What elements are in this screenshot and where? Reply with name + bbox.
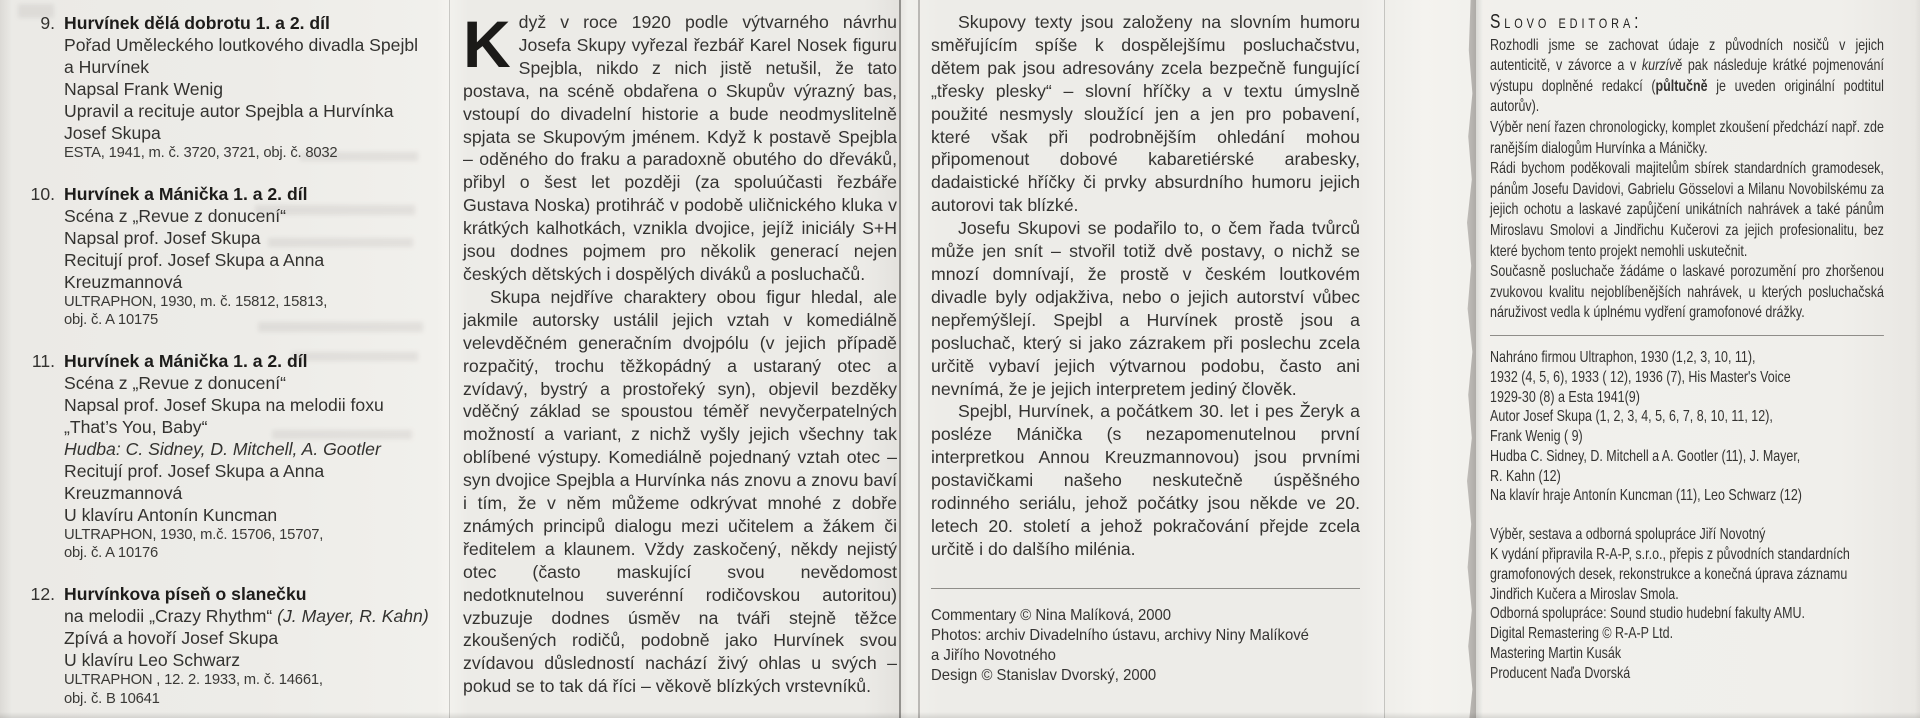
track-item	[28, 12, 442, 163]
track-title: Hurvínek a Mánička 1. a 2. díl	[64, 183, 308, 204]
text-segment: pak následuje krátké pojmenování výstupu doplněné redakcí (	[1490, 57, 1884, 95]
credit-line: Photos: archiv Divadelního ústavu, archivy Niny Malíkové	[931, 627, 1309, 644]
recording-info-line: Autor Josef Skupa (1, 2, 3, 4, 5, 6, 7, 8, 10, 11, 12),	[1490, 408, 1773, 426]
text-segment: na melodii „Crazy Rhythm“	[64, 605, 278, 626]
credits-block	[931, 588, 1360, 686]
fold-crease-3	[918, 0, 920, 718]
track-body	[64, 12, 418, 163]
credit-line: Commentary © Nina Malíková, 2000	[931, 607, 1172, 624]
track-line: U klavíru Antonín Kuncman	[64, 504, 278, 525]
text-segment: kurzívě	[1641, 57, 1683, 75]
recording-info-line: Hudba C. Sidney, D. Mitchell a A. Gootler (11), J. Mayer,	[1490, 447, 1801, 465]
editor-heading: Slovo editora:	[1490, 11, 1643, 33]
track-line: Scéna z „Revue z donucení“	[64, 205, 287, 226]
texts-paragraph	[931, 11, 1360, 217]
production-info-line: Jindřich Kučera a Miroslav Smola.	[1490, 585, 1679, 603]
editor-paragraphs	[1490, 36, 1884, 324]
editor-paragraph	[1490, 159, 1884, 262]
track-title: Hurvínek a Mánička 1. a 2. díl	[64, 350, 308, 371]
track-detail: ESTA, 1941, m. č. 3720, 3721, obj. č. 8032	[64, 145, 338, 161]
track-line: Kreuzmannová	[64, 482, 183, 503]
editor-column	[1490, 12, 1884, 684]
track-detail: obj. č. A 10176	[64, 545, 159, 562]
track-title: Hurvínek dělá dobrotu 1. a 2. díl	[64, 13, 330, 33]
track-line: Napsal prof. Josef Skupa	[64, 227, 261, 248]
texts-paragraph	[931, 217, 1360, 400]
track-title: Hurvínkova píseň o slanečku	[64, 583, 307, 604]
track-line: Upravil a recituje autor Spejbla a Hurvínka	[64, 101, 394, 121]
track-detail: ULTRAPHON , 12. 2. 1933, m. č. 14661,	[64, 671, 323, 688]
track-line: Scéna z „Revue z donucení“	[64, 372, 287, 393]
track-line: Recitují prof. Josef Skupa a Anna	[64, 249, 325, 270]
texts-column	[931, 11, 1360, 561]
production-info-line: Výběr, sestava a odborná spolupráce Jiří Novotný	[1490, 526, 1766, 544]
track-number: 10.	[30, 183, 55, 204]
divider-rule	[1490, 335, 1884, 336]
text-segment: Hudba: C. Sidney, D. Mitchell, A. Gootler	[64, 438, 381, 459]
production-info-line: Mastering Martin Kusák	[1490, 645, 1622, 663]
track-body	[64, 183, 327, 330]
credit-line: Design © Stanislav Dvorský, 2000	[931, 667, 1157, 684]
fold-crease-4	[1384, 0, 1385, 718]
track-detail: obj. č. B 10641	[64, 690, 160, 707]
track-number: 11.	[31, 350, 55, 371]
editor-paragraph	[1490, 262, 1884, 324]
credit-line: a Jiřího Novotného	[931, 647, 1056, 664]
track-item	[28, 350, 442, 563]
essay-paragraph	[463, 286, 897, 698]
track-body	[64, 350, 384, 563]
track-line: Napsal prof. Josef Skupa na melodii foxu	[64, 394, 384, 415]
track-number: 9.	[40, 13, 55, 33]
text-segment: Současně posluchače žádáme o laskavé porozumění pro zhoršenou zvukovou kvalitu nejoblíbenějších nahrávek, u kterých posluchačská náruživost vedla k úplnému vydření gramofonové drážky.	[1490, 263, 1884, 322]
track-detail: obj. č. A 10175	[64, 312, 159, 329]
fold-crease-2	[899, 0, 901, 718]
track-line: Recitují prof. Josef Skupa a Anna	[64, 460, 325, 481]
text-segment: Výběr není řazen chronologicky, komplet zkoušení předchází např. zde ranějším dialogům Hurvínka a Máničky.	[1490, 118, 1884, 157]
track-line: U klavíru Leo Schwarz	[64, 649, 241, 670]
texts-paragraph	[931, 400, 1360, 560]
text-segment: půltučně	[1655, 77, 1708, 95]
credits-lines	[931, 606, 1360, 686]
text-segment: Josefu Skupovi se podařilo to, o čem řada tvůrců může jen snít – stvořil totiž dvě postavy, o nichž se mnozí domnívají, že prostě v českém loutkovém divadle byly odjakživa, nebo o jejich autorství vůbec nepřemýšlejí. Spejbl a Hurvínek prostě jsou a posluchač, který si jako zázrakem při poslechu zcela určitě vybaví jejich výtvarnou podobu, často ani nevnímá, že je jejich interpretem jediný člověk.	[931, 218, 1360, 399]
page-edge-shadow	[1476, 0, 1483, 718]
essay-text	[463, 7, 897, 698]
text-segment: Rádi bychom poděkovali majitelům sbírek standardních gramodesek, pánům Josefu Davidovi, Gabrielu Gösselovi a Milanu Novobilskému za jejich ochotu a laskavé zapůjčení unikátních nahrávek a také pánům Miroslavu Smolovi a Jindřichu Kučerovi za jejich profesionalitu, bez které bychom tento projekt nemohli uskutečnit.	[1490, 160, 1884, 260]
production-info-line: Odborná spolupráce: Sound studio hudební fakulty AMU.	[1490, 605, 1805, 623]
recording-info-line: Frank Wenig ( 9)	[1490, 428, 1583, 446]
track-line: Zpívá a hovoří Josef Skupa	[64, 627, 279, 648]
text-segment: Skupa nejdříve charaktery obou figur hledal, ale jakmile autorsky ustálil jejich vztah v komediálně velevděčném generačním dvojpólu (v jejich případě rozpačitý, trochu těžkopádný a ustaraný otec a zvídavý, bystrý a prostořeký syn), objevil bezděky vděčný základ se spoustou téměř nevyčerpatelných možností a variant, z nichž vyšly jejich všechny tak oblíbené výstupy. Komediálně pojednaný vztah otec – syn dvojice Spejbla a Hurvínka nás znovu a znovu baví i tím, že v něm můžeme odkrývat mnohé z dobře známých principů dialogu mezi učitelem a žákem či ředitelem a klaunem. Vždy zaskočený, někdy nejistý otec (často maskující svou nevědomost nedotknutelnou suverénní rodičovskou autoritou) vzbuzuje dodnes úsměv na tváři stejně těžce zkoušených rodičů, podobně jako Hurvínek svou zvídavou důsledností nachází živý ohlas u svých – pokud se to tak dá říci – věkově blízkých vrstevníků.	[463, 286, 897, 697]
recording-info-line: Na klavír hraje Antonín Kuncman (11), Leo Schwarz (12)	[1490, 487, 1802, 505]
production-info-line: K vydání připravila R-A-P, s.r.o., přepis z původních standardních	[1490, 546, 1850, 564]
track-item	[28, 183, 442, 330]
divider-rule	[931, 588, 1360, 589]
track-line: Josef Skupa	[64, 123, 161, 143]
track-line	[64, 605, 429, 627]
track-line: „That’s You, Baby“	[64, 416, 208, 437]
recording-info-line: R. Kahn (12)	[1490, 467, 1561, 485]
essay-paragraph	[463, 7, 897, 286]
tracklist	[28, 12, 442, 718]
track-line	[64, 438, 384, 460]
production-info	[1490, 525, 1884, 683]
text-segment: Spejbl, Hurvínek, a počátkem 30. let i pes Žeryk a posléze Mánička (s nezapomenutelnou první interpretkou Annou Kreuzmannovou) jsou prvními postavičkami našeho neskutečně úspěšného rodinného seriálu, jehož počátky jsou někde ve 20. letech 20. století a jehož pokračování přejde zcela určitě i do dalšího milénia.	[931, 401, 1360, 559]
track-number: 12.	[30, 583, 55, 604]
fold-crease-1	[449, 0, 450, 718]
track-detail: ULTRAPHON, 1930, m.č. 15706, 15707,	[64, 526, 324, 543]
production-info-line: Digital Remastering © R-A-P Ltd.	[1490, 625, 1674, 643]
track-line: Kreuzmannová	[64, 271, 183, 292]
text-segment: je uveden originální podtitul autorův).	[1490, 77, 1884, 116]
track-line: Pořad Uměleckého loutkového divadla Spejbl	[64, 35, 419, 55]
editor-paragraph	[1490, 118, 1884, 159]
production-info-line: gramofonových desek, rekonstrukce a konečná úprava záznamu	[1490, 565, 1848, 583]
text-segment: dyž v roce 1920 podle výtvarného návrhu Josefa Skupy vyřezal řezbář Karel Nosek figuru Spejbla, nikdo z nich jistě netušil, že tato postava, na scéně obdařena o Skupův výrazný bas, vstoupí do divadelní historie a bude neodmyslitelně spjata se Skupovým jménem. Když k postavě Spejbla – oděného do fraku a paradoxně obutého do dřeváků, přibyl o šest let později (za spoluúčasti řezbáře Gustava Noska) protihráč v podobě uličnického kluka v krátkých kalhotkách, vznikla dvojice, jejíž iniciály S+H jsou dodnes pojmem pro několik generací nejen českých dětských i dospělých diváků a posluchačů.	[463, 12, 897, 284]
text-segment: Rozhodli jsme se zachovat údaje z původních nosičů v jejich autenticitě, v závorce a v	[1490, 36, 1884, 75]
editor-paragraph	[1490, 36, 1884, 118]
text-segment: (J. Mayer, R. Kahn)	[277, 605, 429, 626]
recording-info-line: 1929-30 (8) a Esta 1941(9)	[1490, 388, 1640, 406]
track-line: a Hurvínek	[64, 57, 150, 77]
recording-info-line: Nahráno firmou Ultraphon, 1930 (1,2, 3, 10, 11),	[1490, 348, 1756, 366]
dropcap-initial: K	[463, 7, 509, 81]
text-segment: Skupovy texty jsou založeny na slovním humoru směřujícím spíše k dospělejšímu posluchačstvu, dětem pak jsou adresovány zcela bezpečně fungující „třesky plesky“ – slovní hříčky a v textu úmyslně použité nesmysly sloužící jen a jen pro pobavení, které však při podrobnějším ohledání mohou připomenout dobové kabaretiérské arabesky, dadaistické hříčky či prvky absurdního humoru jejich autorovi tak blízké.	[931, 12, 1360, 216]
recording-info	[1490, 348, 1884, 506]
production-info-line: Producent Naďa Dvorská	[1490, 664, 1631, 682]
track-detail: ULTRAPHON, 1930, m. č. 15812, 15813,	[64, 293, 328, 310]
recording-info-line: 1932 (4, 5, 6), 1933 ( 12), 1936 (7), His Master's Voice	[1490, 368, 1791, 386]
track-body	[64, 583, 429, 708]
track-line: Napsal Frank Wenig	[64, 79, 224, 99]
track-item	[28, 583, 442, 708]
